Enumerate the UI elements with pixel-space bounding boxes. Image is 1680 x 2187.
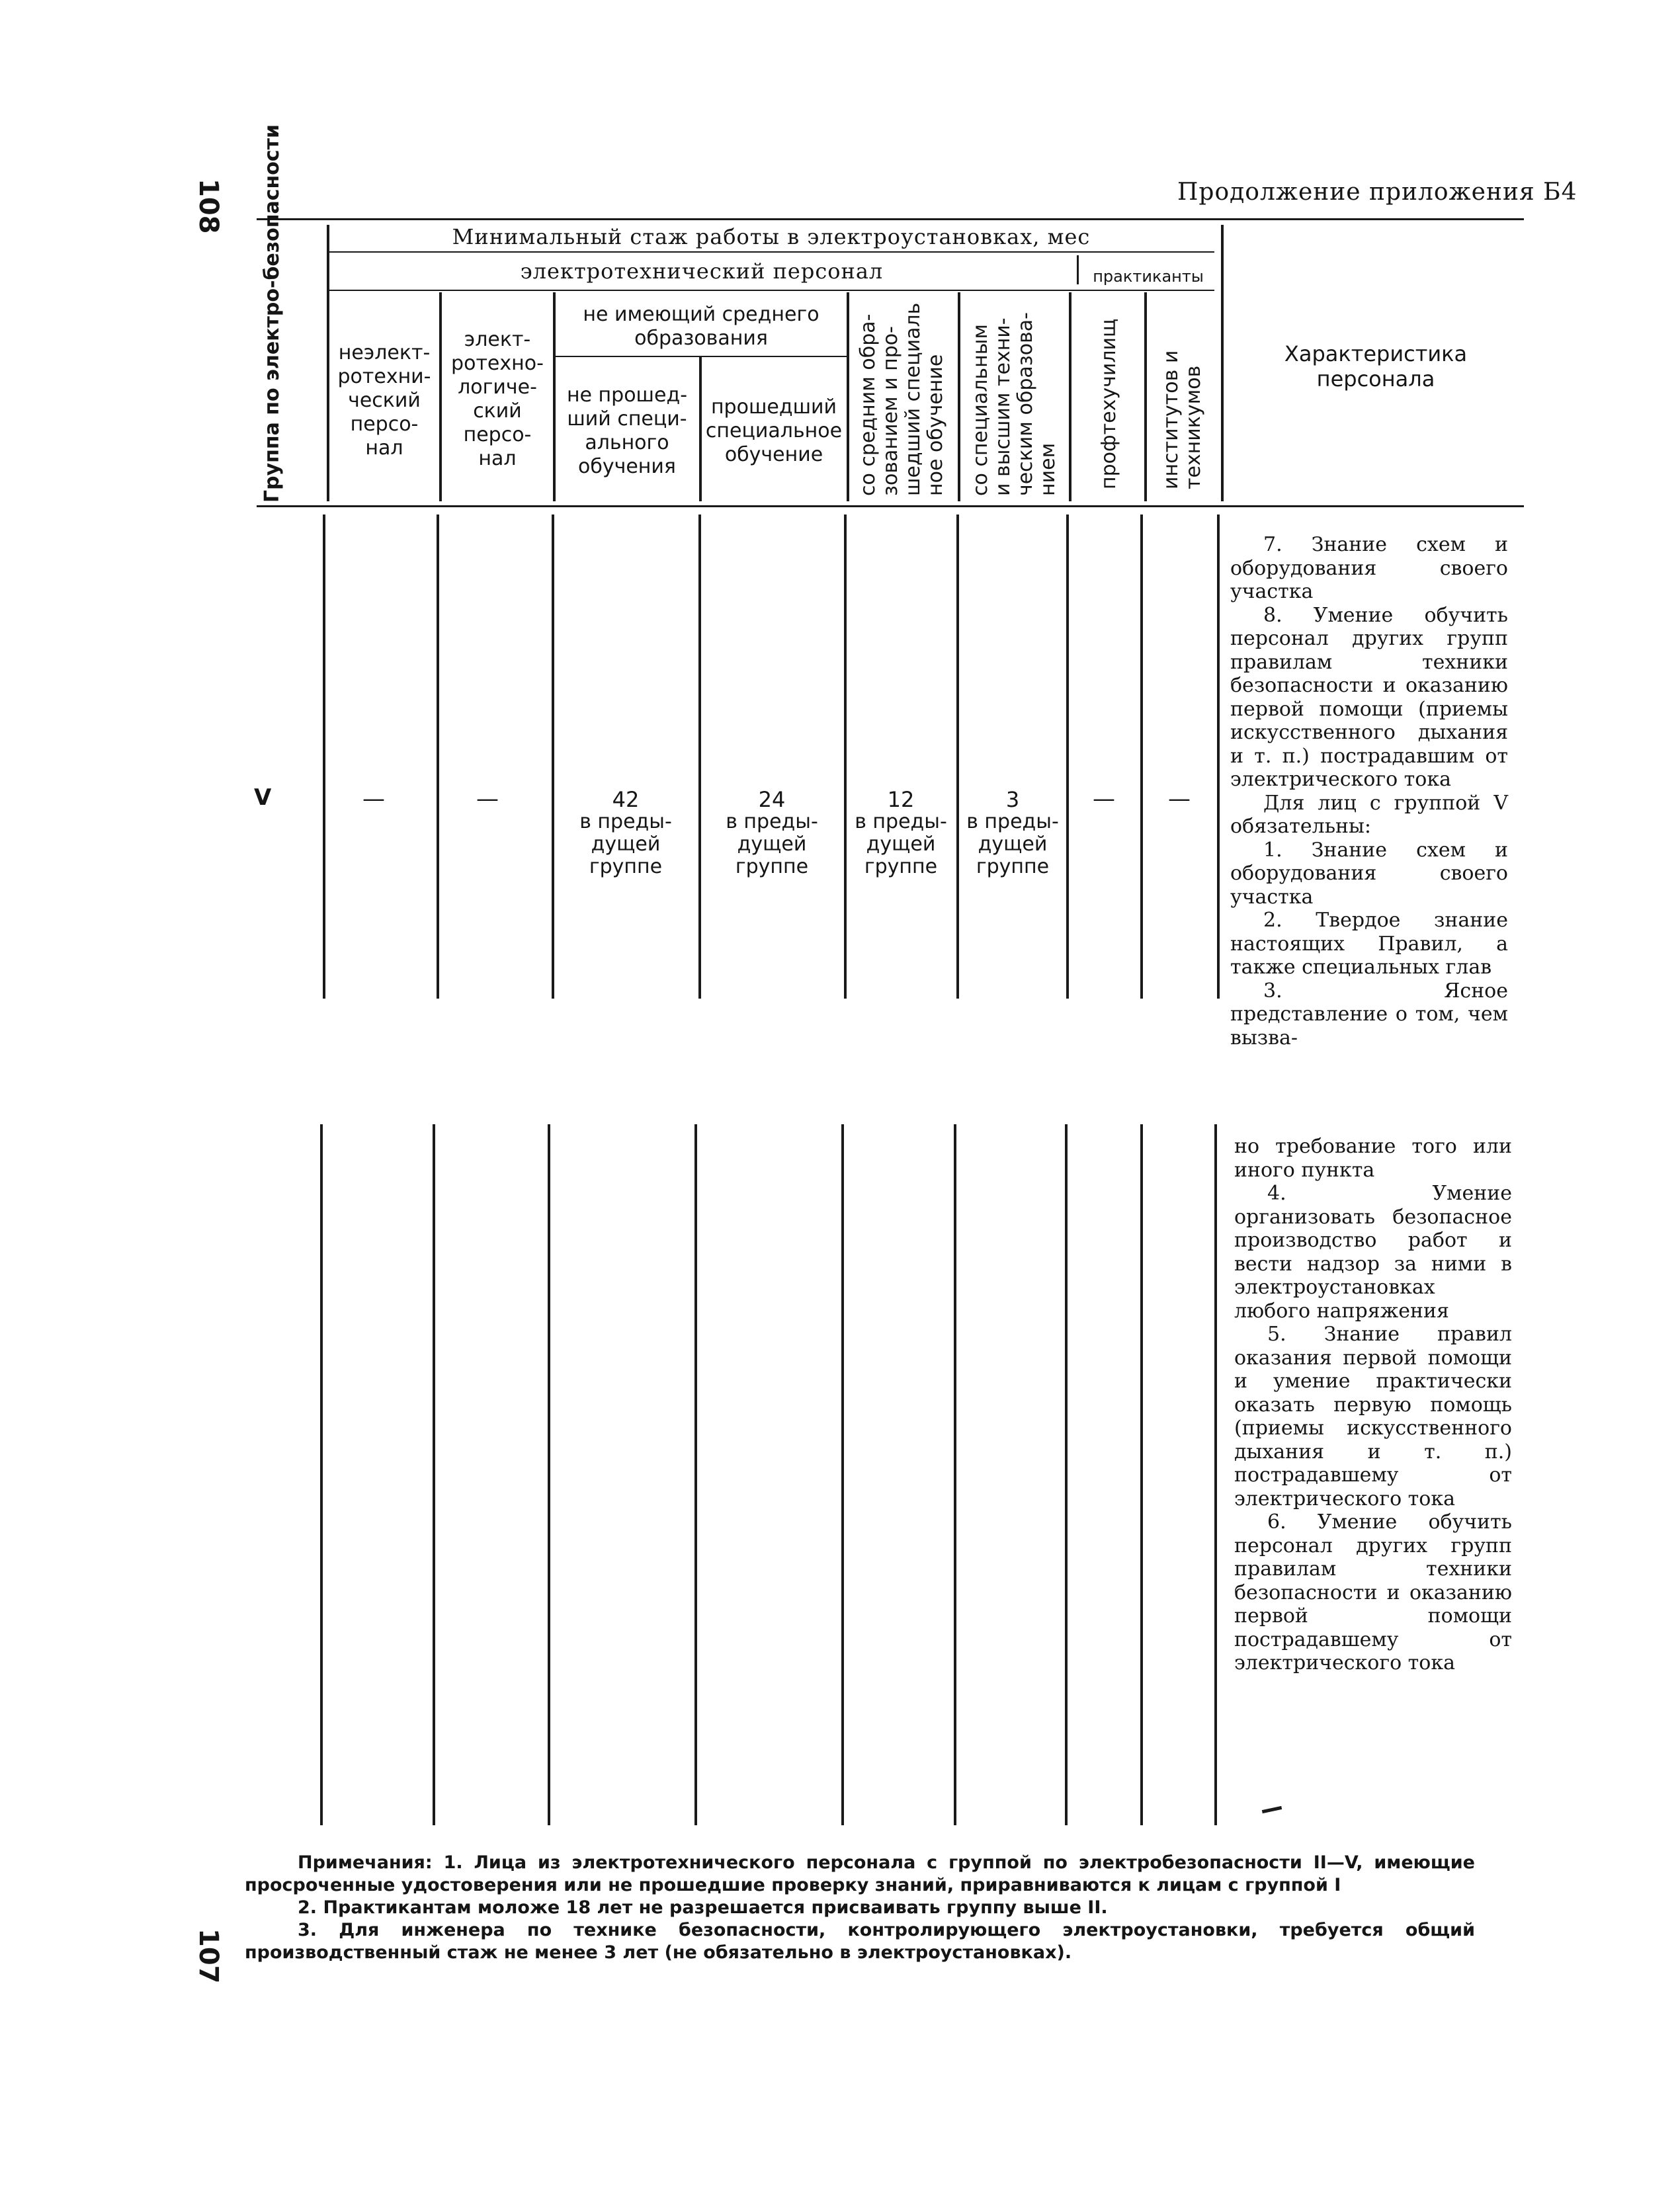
body1-vline-7 <box>1066 515 1069 999</box>
characteristic-item: 8. Умение обучить персонал других групп правилам техники безопасности и оказанию первой помощи (приемы искусственного дыхания и т. п.) пострадавшим от электрического тока <box>1230 603 1508 791</box>
body1-vline-9 <box>1217 515 1220 999</box>
characteristic-item: 7. Знание схем и оборудования своего участка <box>1230 533 1508 603</box>
secondary-edu-header: со средним обра- зованием и про- шедший специаль ное обучение <box>857 302 947 496</box>
characteristic-item: 2. Твердое знание настоящих Правил, а также специальных глав <box>1230 909 1508 979</box>
hdr-vline-9 <box>1144 292 1147 501</box>
body2-vline-7 <box>1065 1124 1068 1825</box>
no-special-training-value: 42 в преды- дущей группе <box>579 787 672 878</box>
special-higher-edu-header: со специальным и высшим техни- ческим образова- нием <box>969 312 1060 496</box>
header-bottom-rule <box>257 505 1524 507</box>
rule-under-staff-heading <box>328 290 1214 291</box>
body1-vline-3 <box>552 515 554 999</box>
group-column-header: Группа по электро-безопасности <box>261 124 284 503</box>
body2-vline-3 <box>548 1124 550 1825</box>
hdr-vline-2 <box>439 292 442 501</box>
characteristic-item: 4. Умение организовать безопасное производство работ и вести надзор за ними в электроустановках любого напряжения <box>1234 1182 1512 1323</box>
characteristic-item: Для лиц с группой V обязательны: <box>1230 791 1508 838</box>
page-number: 108 <box>193 179 224 234</box>
body1-vline-6 <box>956 515 959 999</box>
hdr-vline-7 <box>1069 292 1071 501</box>
body1-vline-5 <box>844 515 847 999</box>
bottom-page-mark: 107 <box>193 1928 224 1984</box>
with-special-training-header: прошедший специальное обучение <box>705 395 843 466</box>
characteristic-item: 5. Знание правил оказания первой помощи и умение практически оказать первую помощь (приемы искусственного дыхания и т. п.) пострадавшему от электрического тока <box>1234 1323 1512 1510</box>
note-item: 2. Практикантам моложе 18 лет не разрешается присваивать группу выше II. <box>298 1897 1108 1918</box>
note-item: Примечания: 1. Лица из электротехнического персонала с группой по электробезопасности II—V, имеющие просроченные удостоверения или не прошедшие проверку знаний, приравниваются к лицам с группой I <box>245 1852 1475 1895</box>
body2-vline-9 <box>1214 1124 1217 1825</box>
body1-vline-4 <box>698 515 701 999</box>
characteristic-item: но требование того или иного пункта <box>1234 1135 1512 1182</box>
stray-mark <box>1262 1806 1282 1813</box>
characteristic-item: 3. Ясное представление о том, чем вызва- <box>1230 979 1508 1050</box>
characteristic-item: 6. Умение обучить персонал других групп правилам техники безопасности и оказанию первой помощи пострадавшему от электрического тока <box>1234 1510 1512 1674</box>
hdr-vline-4 <box>699 357 702 501</box>
secondary-edu-value: 12 в преды- дущей группе <box>855 787 947 878</box>
rule-under-min-experience <box>328 251 1214 253</box>
characteristic-item: 1. Знание схем и оборудования своего участка <box>1230 838 1508 909</box>
non-electrotech-header: неэлект- ротехни- ческий персо- нал <box>337 341 431 460</box>
body1-vline-8 <box>1140 515 1143 999</box>
group-value: V <box>254 784 272 811</box>
body2-vline-5 <box>841 1124 844 1825</box>
no-secondary-edu-header: не имеющий среднего образования <box>583 303 819 350</box>
running-title: Продолжение приложения Б4 <box>1177 179 1577 206</box>
institutes-value: — <box>1168 786 1191 812</box>
body2-vline-4 <box>694 1124 697 1825</box>
hdr-vline-6 <box>958 292 960 501</box>
characteristic-header: Характеристика персонала <box>1284 341 1468 392</box>
body1-vline-2 <box>437 515 439 999</box>
institutes-header: институтов и техникумов <box>1159 350 1205 489</box>
special-higher-edu-value: 3 в преды- дущей группе <box>966 787 1059 878</box>
min-experience-header: Минимальный стаж работы в электроустановках, мес <box>452 224 1091 249</box>
hdr-vline-5 <box>847 292 849 501</box>
electrotechnological-header: элект- ротехно- логиче- ский персо- нал <box>451 328 544 470</box>
vocational-schools-header: профтехучилищ <box>1097 318 1120 489</box>
note-item: 3. Для инженера по технике безопасности, контролирующего электроустановки, требуется общий производственный стаж не менее 3 лет (не обязательно в электроустановках). <box>245 1920 1475 1963</box>
body2-vline-2 <box>433 1124 435 1825</box>
body1-vline-1 <box>323 515 325 999</box>
body2-vline-6 <box>954 1124 956 1825</box>
non-electrotech-value: — <box>362 786 385 812</box>
with-special-training-value: 24 в преды- дущей группе <box>726 787 818 878</box>
body2-vline-1 <box>320 1124 323 1825</box>
hdr-vline-8 <box>1077 255 1079 284</box>
table-top-rule <box>257 218 1524 220</box>
body2-vline-8 <box>1140 1124 1143 1825</box>
hdr-vline-10 <box>1221 225 1224 501</box>
characteristic-text-part1 <box>1230 533 1508 1050</box>
vocational-schools-value: — <box>1093 786 1115 812</box>
no-special-training-header: не прошед- ший специ- ального обучения <box>566 384 688 478</box>
electrotech-staff-header: электротехнический персонал <box>520 259 884 284</box>
notes-block <box>245 1852 1475 1964</box>
electrotechnological-value: — <box>476 786 499 812</box>
characteristic-text-part2 <box>1234 1135 1512 1675</box>
trainees-header: практиканты <box>1093 267 1204 286</box>
